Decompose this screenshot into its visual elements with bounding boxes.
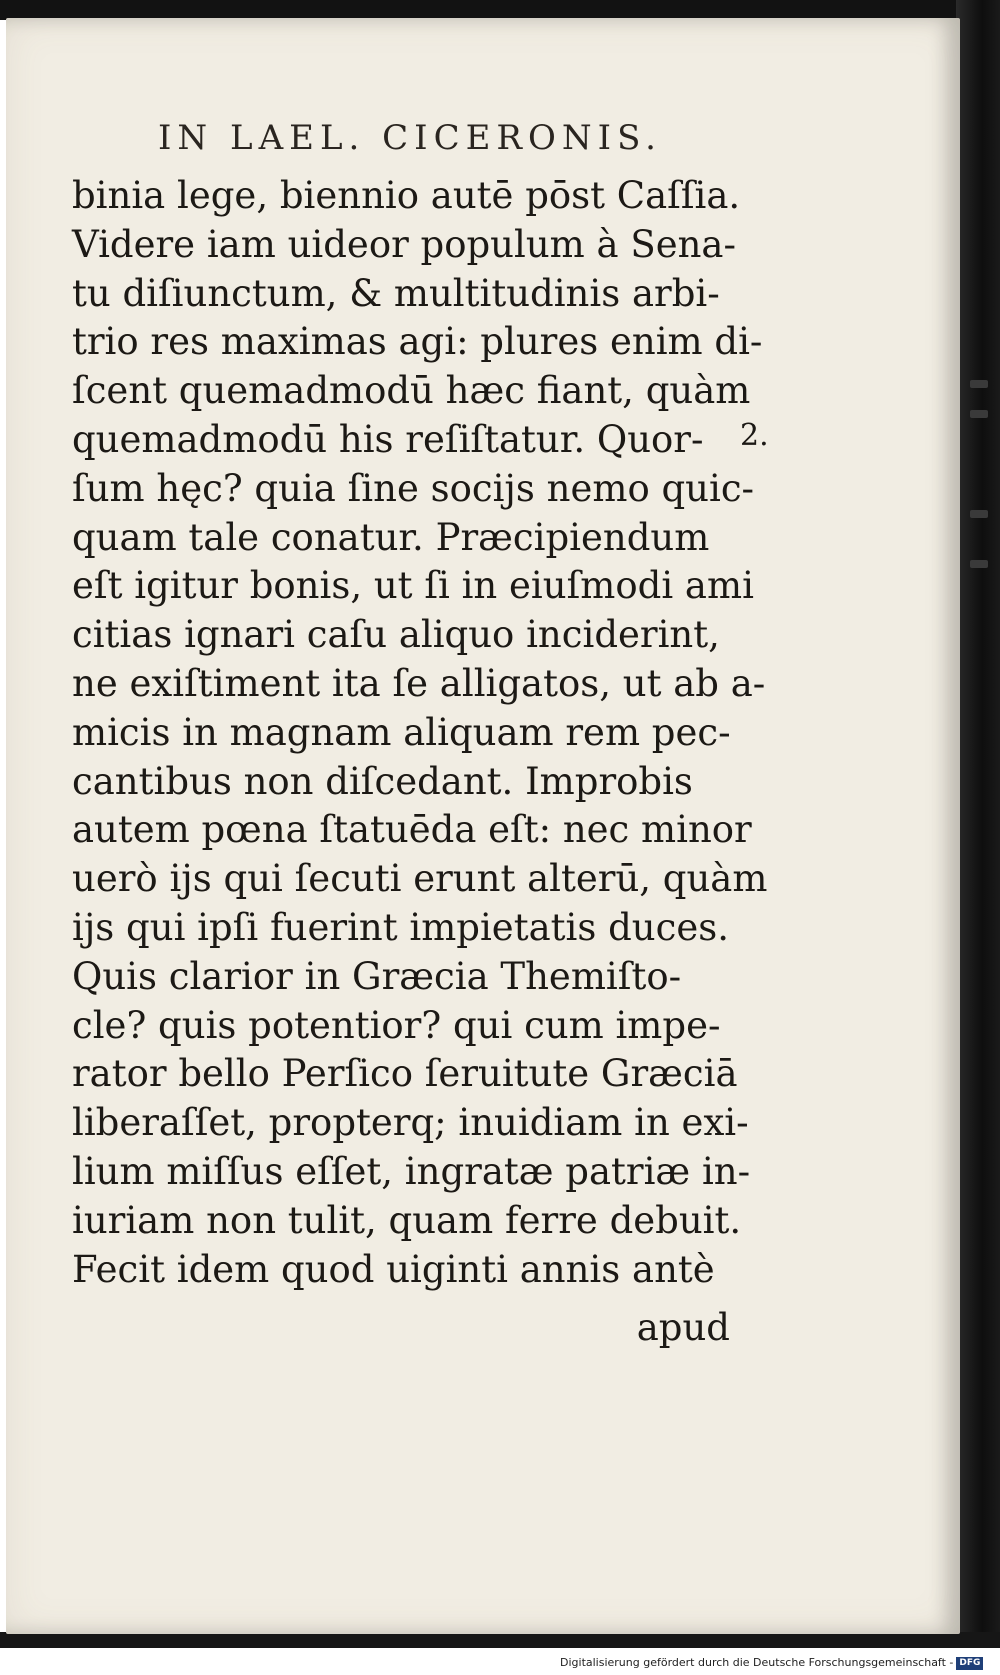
text-line: eſt igitur bonis, ut ſi in eiuſmodi ami	[72, 564, 754, 608]
text-line: ſum hęc? quia ſine socijs nemo quic-	[72, 466, 755, 510]
text-line: binia lege, biennio autē pōst Caſſia.	[72, 174, 741, 217]
text-line: ijs qui ipſi fuerint impietatis duces.	[72, 905, 729, 949]
text-line: uerò ijs qui ſecuti erunt alterū, quàm	[72, 857, 768, 901]
text-line: micis in magnam aliquam rem pec-	[72, 710, 731, 754]
text-line: ſcent quemadmodū hæc fiant, quàm	[72, 369, 751, 413]
text-line: citias ignari caſu aliquo inciderint,	[72, 613, 720, 657]
text-line: Videre iam uideor populum à Sena-	[72, 222, 736, 266]
text-line: quam tale conatur. Præcipiendum	[72, 515, 710, 559]
text-line: ne exiſtiment ita ſe alligatos, ut ab a-	[72, 661, 766, 705]
text-line: tu diſiunctum, & multitudinis arbi-	[72, 271, 720, 315]
text-line: Quis clarior in Græcia Themiſto-	[72, 954, 682, 998]
margin-number: 2.	[740, 418, 769, 453]
facing-page-marks	[960, 380, 1000, 640]
scan-bottom-edge	[0, 1632, 1000, 1648]
text-line: lium miſſus eſſet, ingratæ patriæ in-	[72, 1149, 751, 1193]
text-line: cle? quis potentior? qui cum impe-	[72, 1003, 721, 1047]
running-head: IN LAEL. CICERONIS.	[158, 118, 662, 158]
text-line: quemadmodū his reſiſtatur. Quor-	[72, 417, 704, 461]
text-line: rator bello Perſico ſeruitute Græciā	[72, 1052, 738, 1096]
scan-top-edge	[0, 0, 1000, 20]
text-line: cantibus non diſcedant. Improbis	[72, 759, 693, 803]
text-line: liberaſſet, propterq; inuidiam in exi-	[72, 1101, 749, 1145]
body-text	[72, 172, 768, 1294]
catchword: apud	[636, 1306, 730, 1349]
text-line: autem pœna ſtatuēda eſt: nec minor	[72, 808, 752, 852]
digitization-credit	[560, 1654, 1000, 1674]
dfg-logo-badge: DFG	[956, 1657, 983, 1670]
credit-text: Digitalisierung gefördert durch die Deutsche Forschungsgemeinschaft -	[560, 1656, 954, 1669]
text-line: trio res maximas agi: plures enim di-	[72, 320, 763, 364]
text-line: Fecit idem quod uiginti annis antè	[72, 1247, 715, 1291]
book-spine-edge	[956, 0, 1000, 1648]
text-line: iuriam non tulit, quam ferre debuit.	[72, 1198, 742, 1242]
